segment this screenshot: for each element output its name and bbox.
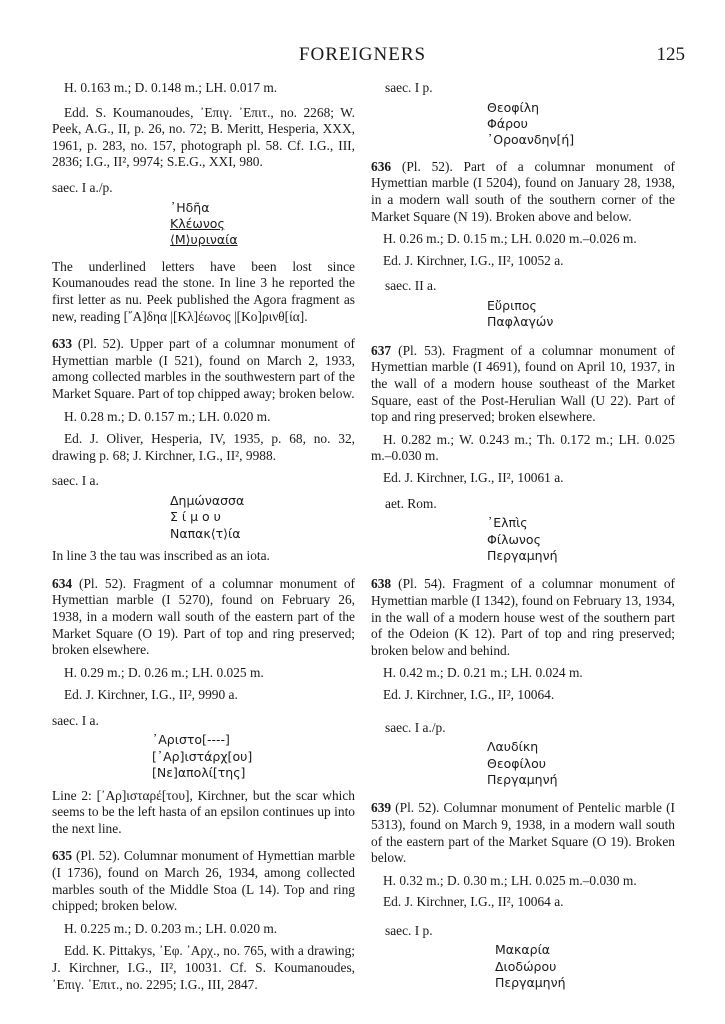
measurements: H. 0.282 m.; W. 0.243 m.; Th. 0.172 m.; LH. 0.025 m.–0.030 m. [371, 431, 675, 464]
commentary-note: Line 2: [᾽Αρ]ισταρέ[του], Kirchner, but the scar which seems to be the left hasta of an epsilon continues up into the next line. [52, 787, 355, 836]
greek-inscription [495, 942, 675, 991]
entry-description: (Pl. 52). Part of a columnar monument of Hymettian marble (I 5204), found on January 28, 1938, in a modern wall south of the southern corner of the Market Square (N 19). Broken above and below. [371, 158, 675, 224]
page-number: 125 [656, 44, 685, 65]
measurements: H. 0.28 m.; D. 0.157 m.; LH. 0.020 m. [64, 408, 271, 424]
greek-inscription [487, 515, 675, 564]
greek-inscription [152, 732, 355, 781]
measurements: H. 0.42 m.; D. 0.21 m.; LH. 0.024 m. [383, 665, 583, 681]
entry-number: 639 [371, 800, 392, 816]
date-label: aet. Rom. [385, 495, 437, 511]
greek-inscription [170, 493, 355, 542]
greek-inscription [487, 739, 675, 788]
measurements: H. 0.29 m.; D. 0.26 m.; LH. 0.025 m. [64, 664, 264, 680]
inscription-line: Φάρου [487, 116, 528, 131]
measurements: H. 0.32 m.; D. 0.30 m.; LH. 0.025 m.–0.030 m. [383, 872, 637, 888]
inscription-line: ᾽Ηδῆα [170, 199, 210, 215]
inscription-line: Διοδώρου [495, 958, 557, 974]
inscription-line: Ναπακ⟨τ⟩ία [170, 525, 241, 541]
entry-637 [371, 343, 675, 426]
date-label: saec. I a./p. [52, 179, 113, 195]
date-label: saec. I a. [52, 712, 99, 728]
edition-references: Ed. J. Oliver, Hesperia, IV, 1935, p. 68, no. 32, drawing p. 68; J. Kirchner, I.G., II², 9988. [52, 431, 355, 463]
left-column [52, 80, 355, 993]
inscription-line: Εὔριπος [487, 297, 537, 313]
greek-inscription [487, 100, 675, 149]
date-label: saec. I p. [385, 80, 433, 95]
measurements: H. 0.26 m.; D. 0.15 m.; LH. 0.020 m.–0.026 m. [383, 231, 637, 247]
inscription-line: Δημώνασσα [170, 492, 245, 508]
inscription-line: Φίλωνος [487, 531, 541, 547]
entry-635 [52, 848, 355, 914]
edition-references: Edd. K. Pittakys, ᾽Εφ. ᾽Αρχ., no. 765, with a drawing; J. Kirchner, I.G., II², 10031. Cf. S. Koumanoudes, ᾽Επιγ. ᾽Επιτ., no. 2295; I.G., III, 2847. [52, 943, 355, 992]
measurements: H. 0.225 m.; D. 0.203 m.; LH. 0.020 m. [64, 920, 278, 936]
inscription-line: ⟨Μ⟩υριναία [170, 232, 238, 248]
date-label: saec. I a. [52, 473, 99, 489]
entry-number: 637 [371, 342, 392, 358]
entry-description: (Pl. 52). Columnar monument of Hymettian marble (I 1736), found on March 26, 1934, among collected marbles south of the Middle Stoa (L 14). Top and ring chipped; broken below. [52, 848, 355, 914]
inscription-line: ᾽Αριστο[----] [152, 732, 230, 748]
inscription-line: Περγαμηνή [495, 975, 566, 991]
entry-description: (Pl. 53). Fragment of a columnar monument of Hymettian marble (I 4691), found on April 10, 1937, in the wall of a modern house southeast of the Market Square, east of the Post-Herulian Wall (U 22). Part of top and ring preserved; broken elsewhere. [371, 342, 675, 425]
inscription-line: Παφλαγών [487, 314, 554, 330]
right-column [371, 80, 675, 992]
date-label: saec. II a. [385, 278, 437, 294]
entry-description: (Pl. 52). Fragment of a columnar monument of Hymettian marble (I 5270), found on February 26, 1938, in a modern wall south of the eastern part of the Market Square (O 19). Part of top and ring preserved; broken elsewhere. [52, 575, 355, 658]
inscription-line: [᾽Αρ]ιστάρχ[ου] [152, 748, 253, 764]
entry-description: (Pl. 54). Fragment of a columnar monument of Hymettian marble (I 1342), found on February 13, 1934, in the wall of a modern house west of the southern part of the Odeion (K 12). Part of top and ring preserved; broken below and behind. [371, 576, 675, 658]
commentary-note: In line 3 the tau was inscribed as an iota. [52, 548, 270, 564]
page-title: FOREIGNERS [298, 44, 427, 65]
greek-inscription [487, 298, 675, 331]
date-label: saec. I a./p. [385, 719, 446, 735]
inscription-line: Σ ί μ ο υ [170, 509, 221, 525]
inscription-line: Θεοφίλου [487, 755, 546, 771]
entry-number: 635 [52, 848, 73, 864]
inscription-line: Θεοφίλη [487, 99, 540, 115]
edition-references: Ed. J. Kirchner, I.G., II², 10052 a. [383, 252, 564, 268]
edition-references: Ed. J. Kirchner, I.G., II², 10061 a. [383, 469, 564, 485]
measurements: H. 0.163 m.; D. 0.148 m.; LH. 0.017 m. [64, 80, 278, 95]
running-header [0, 44, 725, 68]
entry-634 [52, 576, 355, 659]
entry-638 [371, 576, 675, 659]
inscription-line: ᾽Ελπὶς [487, 515, 528, 531]
inscription-line: Μακαρία [495, 942, 551, 958]
entry-633 [52, 336, 355, 402]
entry-description: (Pl. 52). Upper part of a columnar monument of Hymettian marble (I 521), found on March 2, 1933, among collected marbles in the southwestern part of the Market Square. Part of top chipped away; broken below. [52, 336, 355, 401]
edition-references: Edd. S. Koumanoudes, ᾽Επιγ. ᾽Επιτ., no. 2268; W. Peek, A.G., II, p. 26, no. 72; B. Meritt, Hesperia, XXX, 1961, p. 283, no. 157, photograph pl. 58. Cf. I.G., III, 2836; I.G., II², 9974; S.E.G., XXI, 980. [52, 104, 355, 170]
inscription-line: ᾽Οροανδην[ή] [487, 132, 575, 148]
edition-references: Ed. J. Kirchner, I.G., II², 9990 a. [64, 687, 238, 703]
entry-639 [371, 800, 675, 866]
entry-number: 636 [371, 158, 392, 174]
entry-description: (Pl. 52). Columnar monument of Pentelic marble (I 5313), found on March 9, 1938, in a modern wall south of the eastern part of the Market Square (O 19). Broken below. [371, 800, 675, 866]
entry-number: 633 [52, 336, 73, 352]
edition-references: Ed. J. Kirchner, I.G., II², 10064 a. [383, 894, 564, 910]
inscription-line: Περγαμηνή [487, 547, 558, 563]
inscription-line: [Νε]απολί[της] [152, 765, 246, 781]
entry-636 [371, 159, 675, 225]
commentary-note: The underlined letters have been lost since Koumanoudes read the stone. In line 3 he reported the first letter as nu. Peek published the Agora fragment as new, reading [῎Α]δηα |[Κλ]έωνος |[Κο]ρινθ[ία]. [52, 258, 355, 324]
inscription-line: Περγαμηνή [487, 771, 558, 787]
inscription-line: Κλέωνος [170, 215, 225, 231]
date-label: saec. I p. [385, 922, 433, 938]
inscription-line: Λαυδίκη [487, 739, 539, 755]
edition-references: Ed. J. Kirchner, I.G., II², 10064. [383, 686, 555, 702]
greek-inscription [170, 200, 355, 249]
entry-number: 638 [371, 576, 392, 592]
entry-number: 634 [52, 575, 73, 591]
